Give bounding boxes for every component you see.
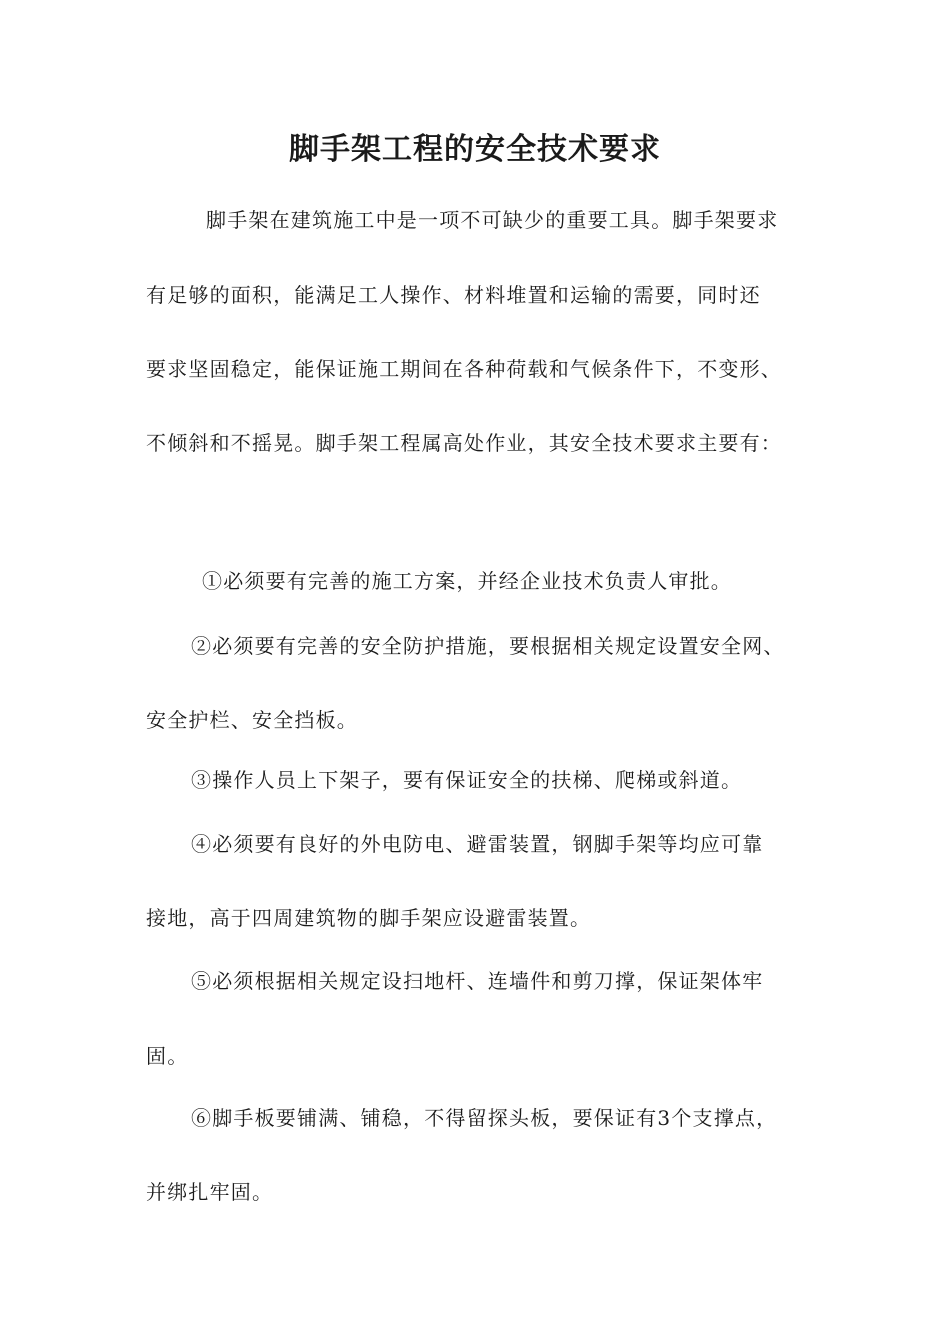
document-title: 脚手架工程的安全技术要求 xyxy=(289,132,661,167)
item-6-line-2: 并绑扎牢固。 xyxy=(146,1180,274,1204)
item-2-line-1: ②必须要有完善的安全防护措施，要根据相关规定设置安全网、 xyxy=(191,634,785,658)
intro-line-3: 要求坚固稳定，能保证施工期间在各种荷载和气候条件下，不变形、 xyxy=(146,357,782,381)
item-1: ①必须要有完善的施工方案，并经企业技术负责人审批。 xyxy=(202,569,732,593)
intro-line-2: 有足够的面积，能满足工人操作、材料堆置和运输的需要，同时还 xyxy=(146,283,761,307)
item-5-line-1: ⑤必须根据相关规定设扫地杆、连墙件和剪刀撑，保证架体牢 xyxy=(191,969,764,993)
item-4-line-2: 接地，高于四周建筑物的脚手架应设避雷装置。 xyxy=(146,906,592,930)
item-4-line-1: ④必须要有良好的外电防电、避雷装置，钢脚手架等均应可靠 xyxy=(191,832,764,856)
item-3: ③操作人员上下架子，要有保证安全的扶梯、爬梯或斜道。 xyxy=(191,768,743,792)
item-2-line-2: 安全护栏、安全挡板。 xyxy=(146,708,358,732)
intro-line-1: 脚手架在建筑施工中是一项不可缺少的重要工具。脚手架要求 xyxy=(206,208,779,232)
item-6-line-1: ⑥脚手板要铺满、铺稳，不得留探头板，要保证有3个支撑点， xyxy=(191,1106,778,1130)
intro-line-4: 不倾斜和不摇晃。脚手架工程属高处作业，其安全技术要求主要有： xyxy=(146,431,782,455)
item-5-line-2: 固。 xyxy=(146,1044,189,1068)
